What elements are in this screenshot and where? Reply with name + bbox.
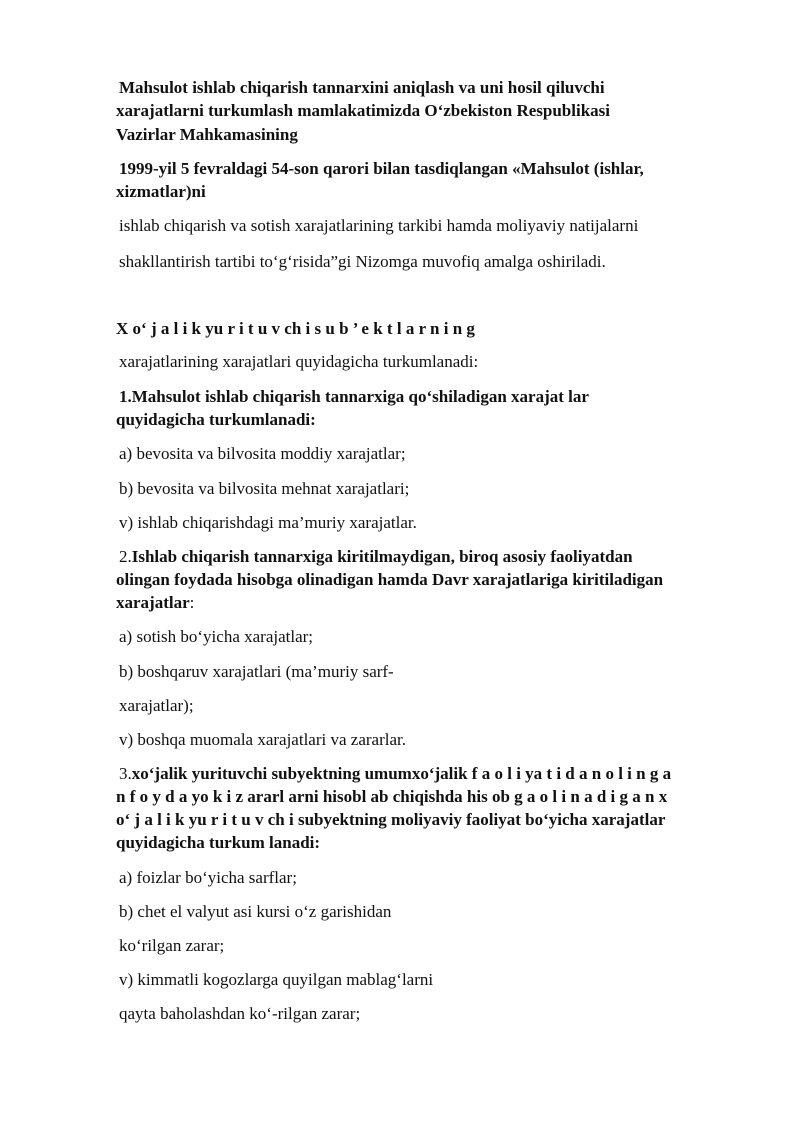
section-3-item-v-line-2: qayta baholashdan ko‘-rilgan zarar; xyxy=(119,1004,361,1023)
paragraph-regulation: shakllantirish tartibi to‘g‘risida”gi Nizomga muvofiq amalga oshiriladi. xyxy=(119,252,606,271)
section-3-title-text: xo‘jalik yurituvchi subyektning umumxo‘jalik f a o l i ya t i d a n o l i n g a xyxy=(131,764,672,783)
section-2-title-end: xarajatlar xyxy=(116,593,190,612)
section-2-item-v: v) boshqa muomala xarajatlari va zararlar. xyxy=(119,730,406,749)
section-3-item-v-line-1: v) kimmatli kogozlarga quyilgan mablag‘larni xyxy=(119,970,434,989)
section-2-item-a: a) sotish bo‘yicha xarajatlar; xyxy=(119,627,314,646)
paragraph-composition: ishlab chiqarish va sotish xarajatlarining tarkibi hamda moliyaviy natijalarni xyxy=(119,216,639,235)
paragraph-intro-line-3: Vazirlar Mahkamasining xyxy=(116,125,298,144)
paragraph-intro-line-2: xarajatlarni turkumlash mamlakatimizda O‘zbekiston Respublikasi xyxy=(116,101,610,120)
section-2-item-b-line-2: xarajatlar); xyxy=(119,696,194,715)
section-1-item-b: b) bevosita va bilvosita mehnat xarajatlari; xyxy=(119,479,410,498)
section-1-title-line-2: quyidagicha turkumlanadi: xyxy=(116,410,316,429)
section-3-title-line-2: n f o y d a yo k i z ararl arni hisobl ab chiqishda his ob g a o l i n a d i g a n x xyxy=(116,787,668,806)
section-1-title-line-1: 1.Mahsulot ishlab chiqarish tannarxiga qo‘shiladigan xarajat lar xyxy=(119,387,589,406)
section-2-title-line-3 xyxy=(116,592,756,613)
section-2-title-text: Ishlab chiqarish tannarxiga kiritilmaydigan, biroq asosiy faoliyatdan xyxy=(131,547,633,566)
paragraph-resolution-line-2: xizmatlar)ni xyxy=(116,182,206,201)
paragraph-resolution-line-1: 1999-yil 5 fevraldagi 54-son qarori bilan tasdiqlangan «Mahsulot (ishlar, xyxy=(119,159,644,178)
section-2-item-b-line-1: b) boshqaruv xarajatlari (ma’muriy sarf- xyxy=(119,662,394,681)
section-2-title-line-1 xyxy=(119,546,759,567)
section-3-item-a: a) foizlar bo‘yicha sarflar; xyxy=(119,868,297,887)
section-heading: X o‘ j a l i k yu r i t u v ch i s u b ’ e k t l a r n i n g xyxy=(116,319,475,338)
section-2-title-line-2: olingan foydada hisobga olinadigan hamda Davr xarajatlariga kiritiladigan xyxy=(116,570,664,589)
section-3-title-line-4: quyidagicha turkum lanadi: xyxy=(116,833,321,852)
section-3-title-line-3: o‘ j a l i k yu r i t u v ch i subyektning moliyaviy faoliyat bo‘yicha xarajatlar xyxy=(116,810,666,829)
section-2-colon: : xyxy=(189,593,195,612)
section-1-item-v: v) ishlab chiqarishdagi ma’muriy xarajatlar. xyxy=(119,513,417,532)
section-1-item-a: a) bevosita va bilvosita moddiy xarajatlar; xyxy=(119,444,406,463)
section-3-item-b-line-1: b) chet el valyut asi kursi o‘z garishidan xyxy=(119,902,392,921)
paragraph-intro-line-1: Mahsulot ishlab chiqarish tannarxini aniqlash va uni hosil qiluvchi xyxy=(119,78,605,97)
paragraph-classification: xarajatlarining xarajatlari quyidagicha turkumlanadi: xyxy=(119,352,479,371)
section-3-number: 3. xyxy=(119,764,132,783)
section-2-number: 2. xyxy=(119,547,132,566)
section-3-title-line-1 xyxy=(119,763,759,784)
section-3-item-b-line-2: ko‘rilgan zarar; xyxy=(119,936,225,955)
